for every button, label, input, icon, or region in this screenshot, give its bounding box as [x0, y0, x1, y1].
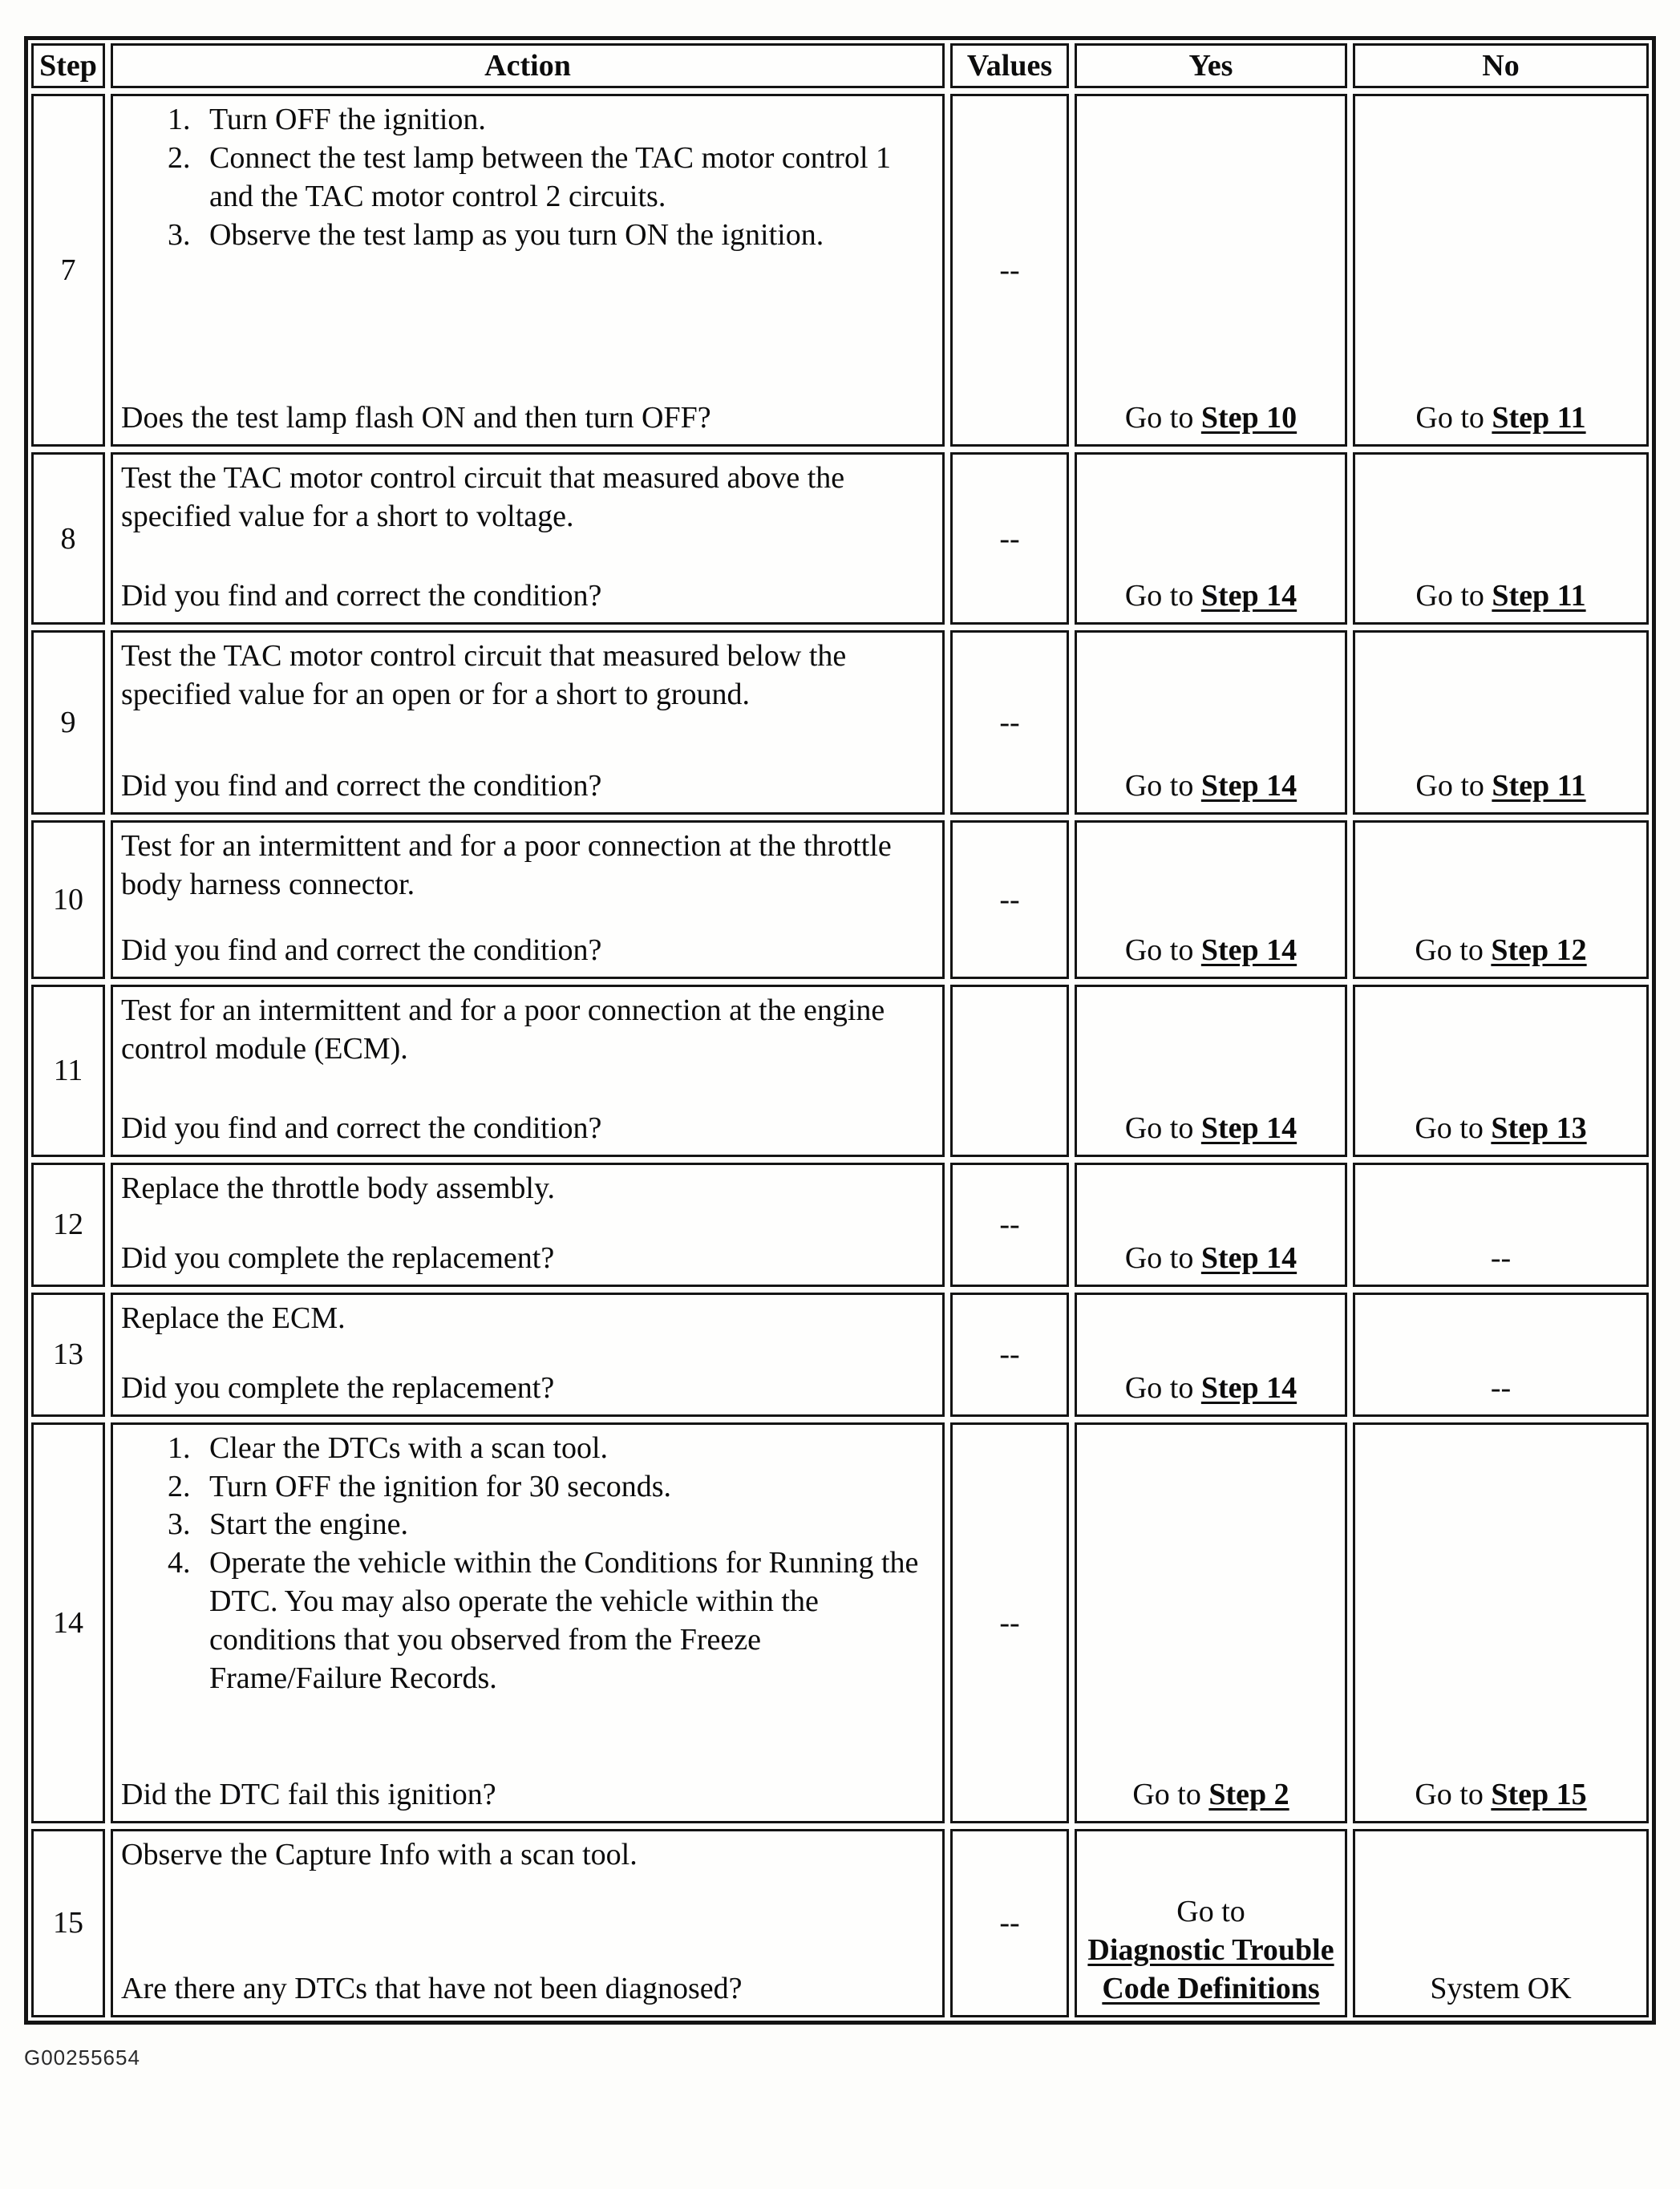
values-text: --	[999, 706, 1020, 739]
goto-prefix: Go to	[1124, 401, 1194, 435]
step-number: 9	[60, 706, 76, 739]
table-row	[31, 1422, 1649, 1823]
action-cell	[111, 452, 945, 625]
goto-content	[1415, 767, 1585, 806]
goto-step-link[interactable]: Step 10	[1200, 401, 1297, 435]
goto-content	[1125, 1110, 1297, 1148]
header-step: Step	[31, 43, 105, 88]
goto-step-link[interactable]: Step 14	[1200, 769, 1297, 803]
no-cell	[1353, 94, 1649, 447]
goto-content	[1125, 399, 1297, 438]
table-row	[31, 985, 1649, 1157]
goto-content: --	[1490, 1370, 1512, 1405]
goto-content: System OK	[1430, 1971, 1572, 2005]
header-yes: Yes	[1075, 43, 1347, 88]
no-cell	[1353, 1422, 1649, 1823]
step-number-cell	[31, 820, 105, 979]
action-body	[121, 101, 933, 255]
action-question: Did you find and correct the condition?	[121, 1111, 602, 1145]
action-step-item: 3. Start the engine.	[198, 1506, 933, 1544]
action-step-item: 1. Clear the DTCs with a scan tool.	[198, 1430, 933, 1468]
figure-id: G00255654	[24, 2045, 140, 2070]
goto-step-link[interactable]: Step 14	[1200, 933, 1297, 967]
goto-content	[1085, 1893, 1337, 2009]
action-cell	[111, 1293, 945, 1417]
step-number: 7	[60, 253, 76, 287]
values-cell	[950, 630, 1069, 815]
goto-prefix: Go to	[1124, 1111, 1194, 1145]
action-text: Replace the ECM.	[121, 1301, 346, 1335]
step-number: 10	[53, 882, 83, 916]
no-cell	[1353, 452, 1649, 625]
goto-step-link[interactable]: Step 2	[1208, 1777, 1289, 1811]
step-number-cell	[31, 1293, 105, 1417]
step-number-cell	[31, 985, 105, 1157]
values-text: --	[999, 1208, 1020, 1242]
header-values: Values	[950, 43, 1069, 88]
goto-step-link[interactable]: Step 15	[1491, 1777, 1587, 1811]
goto-content	[1415, 577, 1585, 616]
step-number-cell	[31, 1163, 105, 1287]
action-body	[121, 637, 933, 714]
values-cell	[950, 1829, 1069, 2017]
action-question: Did you find and correct the condition?	[121, 579, 602, 613]
step-number: 12	[53, 1208, 83, 1242]
goto-content	[1415, 932, 1586, 970]
table-row	[31, 94, 1649, 447]
action-step-item: 3. Observe the test lamp as you turn ON the ignition.	[198, 216, 933, 255]
goto-step-link[interactable]: Step 14	[1200, 1240, 1297, 1275]
goto-prefix: Go to	[1124, 769, 1194, 803]
goto-step-link[interactable]: Step 11	[1492, 401, 1586, 435]
step-number: 8	[60, 521, 76, 556]
values-cell	[950, 94, 1069, 447]
goto-prefix: Go to	[1415, 579, 1484, 613]
goto-prefix: Go to	[1415, 401, 1484, 435]
action-question: Did you complete the replacement?	[121, 1240, 555, 1275]
action-body	[121, 992, 933, 1069]
goto-step-link[interactable]: Step 11	[1492, 579, 1586, 613]
step-number-cell	[31, 1829, 105, 2017]
yes-cell	[1075, 94, 1347, 447]
goto-content: --	[1490, 1240, 1512, 1275]
values-text: --	[999, 1605, 1020, 1640]
step-number-cell	[31, 630, 105, 815]
action-steps-list	[121, 1430, 933, 1698]
action-body	[121, 1836, 933, 1875]
goto-prefix: Go to	[1124, 1370, 1194, 1405]
action-text: Observe the Capture Info with a scan tool.	[121, 1837, 638, 1871]
table-header-row	[31, 43, 1649, 88]
step-number: 14	[53, 1605, 83, 1640]
goto-prefix: Go to	[1132, 1777, 1201, 1811]
action-body	[121, 1430, 933, 1698]
action-question: Did you complete the replacement?	[121, 1370, 555, 1405]
action-question: Does the test lamp flash ON and then turn OFF?	[121, 401, 711, 435]
action-question: Did the DTC fail this ignition?	[121, 1777, 496, 1811]
yes-cell	[1075, 1163, 1347, 1287]
action-body	[121, 827, 933, 904]
goto-step-link[interactable]: Step 14	[1200, 1370, 1297, 1405]
goto-step-link[interactable]: Step 14	[1200, 579, 1297, 613]
action-text: Test the TAC motor control circuit that measured below the specified value for an open or for a short to ground.	[121, 639, 847, 711]
action-body	[121, 459, 933, 536]
table-row	[31, 1829, 1649, 2017]
step-number-cell	[31, 452, 105, 625]
goto-prefix: Go to	[1415, 1111, 1484, 1145]
values-cell	[950, 985, 1069, 1157]
goto-content	[1415, 1776, 1586, 1815]
table-row	[31, 1163, 1649, 1287]
action-text: Replace the throttle body assembly.	[121, 1171, 555, 1205]
yes-cell	[1075, 1829, 1347, 2017]
goto-step-link[interactable]: Step 11	[1492, 769, 1586, 803]
action-cell	[111, 820, 945, 979]
action-text: Test for an intermittent and for a poor connection at the throttle body harness connector.	[121, 829, 892, 901]
action-cell	[111, 1422, 945, 1823]
values-cell	[950, 452, 1069, 625]
action-text: Test for an intermittent and for a poor connection at the engine control module (ECM).	[121, 993, 885, 1066]
action-question: Did you find and correct the condition?	[121, 769, 602, 803]
action-question: Are there any DTCs that have not been diagnosed?	[121, 1971, 743, 2005]
no-cell	[1353, 820, 1649, 979]
goto-content	[1125, 932, 1297, 970]
no-cell	[1353, 985, 1649, 1157]
yes-cell	[1075, 820, 1347, 979]
action-body	[121, 1300, 933, 1338]
values-cell	[950, 1293, 1069, 1417]
goto-prefix: Go to	[1124, 933, 1194, 967]
table-row	[31, 820, 1649, 979]
values-text: --	[999, 1337, 1020, 1372]
action-step-item: 1. Turn OFF the ignition.	[198, 101, 933, 140]
yes-cell	[1075, 1422, 1347, 1823]
yes-cell	[1075, 630, 1347, 815]
yes-cell	[1075, 1293, 1347, 1417]
yes-cell	[1075, 452, 1347, 625]
header-no: No	[1353, 43, 1649, 88]
goto-prefix: Go to	[1415, 933, 1484, 967]
step-number: 13	[53, 1337, 83, 1372]
goto-content	[1132, 1776, 1289, 1815]
no-cell	[1353, 1829, 1649, 2017]
goto-step-link[interactable]: Step 13	[1491, 1111, 1587, 1145]
no-cell	[1353, 1163, 1649, 1287]
goto-prefix: Go to	[1124, 579, 1194, 613]
goto-content	[1415, 399, 1585, 438]
action-step-item: 2. Connect the test lamp between the TAC motor control 1 and the TAC motor control 2 circuits.	[198, 140, 933, 216]
action-body	[121, 1170, 933, 1208]
action-step-item: 4. Operate the vehicle within the Conditions for Running the DTC. You may also operate the vehicle within the conditions that you observed from the Freeze Frame/Failure Records.	[198, 1544, 933, 1698]
goto-step-link[interactable]: Diagnostic Trouble Code Definitions	[1087, 1932, 1334, 2005]
no-cell	[1353, 1293, 1649, 1417]
action-steps-list	[121, 101, 933, 255]
step-number: 11	[53, 1054, 83, 1088]
goto-step-link[interactable]: Step 14	[1200, 1111, 1297, 1145]
action-text: Test the TAC motor control circuit that measured above the specified value for a short to voltage.	[121, 461, 845, 533]
goto-content	[1125, 767, 1297, 806]
values-cell	[950, 1163, 1069, 1287]
header-action: Action	[111, 43, 945, 88]
goto-prefix: Go to	[1124, 1240, 1194, 1275]
goto-content	[1415, 1110, 1586, 1148]
action-cell	[111, 630, 945, 815]
goto-content	[1125, 1240, 1297, 1278]
values-text: --	[999, 1906, 1020, 1940]
action-cell	[111, 1163, 945, 1287]
values-text: --	[999, 521, 1020, 556]
goto-prefix: Go to	[1415, 1777, 1484, 1811]
table-row	[31, 452, 1649, 625]
yes-cell	[1075, 985, 1347, 1157]
action-question: Did you find and correct the condition?	[121, 933, 602, 967]
action-cell	[111, 1829, 945, 2017]
table-row	[31, 1293, 1649, 1417]
goto-content	[1125, 577, 1297, 616]
action-cell	[111, 985, 945, 1157]
values-text: --	[999, 253, 1020, 287]
goto-step-link[interactable]: Step 12	[1491, 933, 1587, 967]
table-row	[31, 630, 1649, 815]
action-step-item: 2. Turn OFF the ignition for 30 seconds.	[198, 1468, 933, 1507]
goto-prefix: Go to	[1415, 769, 1484, 803]
values-cell	[950, 1422, 1069, 1823]
action-cell	[111, 94, 945, 447]
diagnostic-table	[24, 36, 1656, 2025]
step-number-cell	[31, 1422, 105, 1823]
goto-prefix: Go to	[1176, 1895, 1245, 1928]
goto-content	[1125, 1370, 1297, 1408]
values-text: --	[999, 882, 1020, 916]
step-number: 15	[53, 1906, 83, 1940]
step-number-cell	[31, 94, 105, 447]
values-cell	[950, 820, 1069, 979]
no-cell	[1353, 630, 1649, 815]
